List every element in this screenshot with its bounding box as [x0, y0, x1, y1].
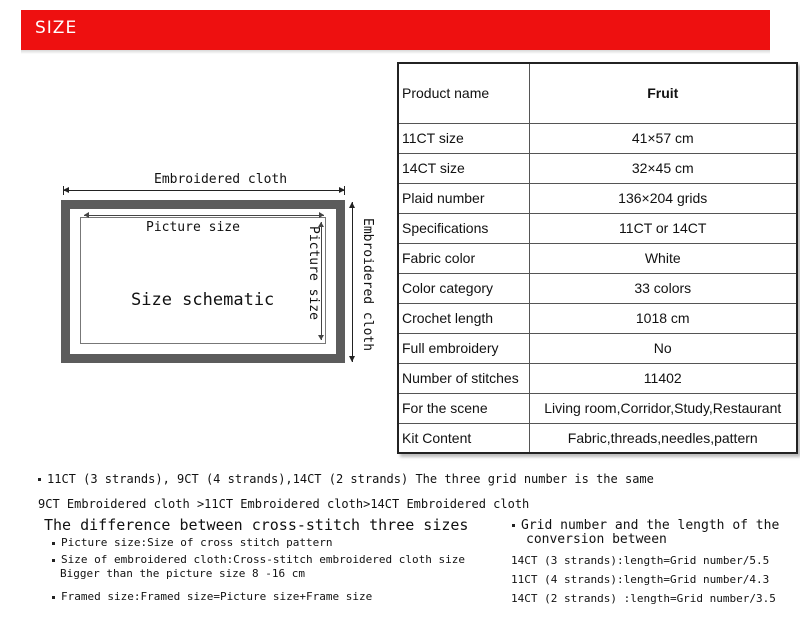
table-row — [398, 363, 797, 393]
spec-key: 11CT size — [398, 123, 529, 153]
banner-shadow — [21, 50, 770, 54]
size-banner — [21, 10, 770, 50]
embroidered-size-note — [52, 553, 465, 566]
spec-value: 41×57 cm — [529, 123, 797, 153]
picture-size-vertical-label: Picture size — [306, 226, 321, 320]
spec-key: For the scene — [398, 393, 529, 423]
spec-value: 1018 cm — [529, 303, 797, 333]
spec-key: Plaid number — [398, 183, 529, 213]
bullet-icon — [512, 524, 515, 527]
spec-key: Kit Content — [398, 423, 529, 453]
picture-width-arrow — [84, 215, 324, 216]
table-row — [398, 183, 797, 213]
embroidered-size-def-2: Bigger than the picture size 8 -16 cm — [60, 567, 306, 580]
table-row — [398, 153, 797, 183]
spec-key: Specifications — [398, 213, 529, 243]
table-row — [398, 393, 797, 423]
spec-key: Color category — [398, 273, 529, 303]
bullet-icon — [52, 559, 55, 562]
embroidered-size-def-1: Size of embroidered cloth:Cross-stitch embroidered cloth size — [61, 553, 465, 566]
table-row — [398, 273, 797, 303]
spec-value: White — [529, 243, 797, 273]
picture-size-note — [52, 536, 333, 549]
spec-value: Fruit — [529, 63, 797, 123]
framed-size-def: Framed size:Framed size=Picture size+Frame size — [61, 590, 373, 603]
spec-key: 14CT size — [398, 153, 529, 183]
formula-11ct-4: 11CT (4 strands):length=Grid number/4.3 — [511, 573, 770, 586]
bullet-icon — [52, 596, 55, 599]
table-row — [398, 63, 797, 123]
embroidered-cloth-vertical-label: Embroidered cloth — [360, 218, 375, 352]
spec-value: No — [529, 333, 797, 363]
embroidered-width-arrow — [63, 190, 345, 191]
framed-size-note — [52, 590, 372, 603]
picture-size-label: Picture size — [146, 220, 240, 235]
spec-key: Number of stitches — [398, 363, 529, 393]
comparison-note: 9CT Embroidered cloth >11CT Embroidered cloth>14CT Embroidered cloth — [38, 497, 530, 511]
embroidered-cloth-label: Embroidered cloth — [154, 172, 288, 187]
table-row — [398, 123, 797, 153]
spec-value: Fabric,threads,needles,pattern — [529, 423, 797, 453]
spec-value: Living room,Corridor,Study,Restaurant — [529, 393, 797, 423]
spec-key: Product name — [398, 63, 529, 123]
spec-key: Full embroidery — [398, 333, 529, 363]
spec-key: Fabric color — [398, 243, 529, 273]
table-row — [398, 423, 797, 453]
spec-value: 11CT or 14CT — [529, 213, 797, 243]
strands-line: 11CT (3 strands), 9CT (4 strands),14CT (2 strands) The three grid number is the same — [47, 472, 654, 486]
table-row — [398, 243, 797, 273]
strands-note — [38, 472, 654, 486]
picture-height-arrow — [321, 222, 322, 340]
formula-14ct-3: 14CT (3 strands):length=Grid number/5.5 — [511, 554, 770, 567]
picture-size-def: Picture size:Size of cross stitch pattern — [61, 536, 333, 549]
spec-key: Crochet length — [398, 303, 529, 333]
spec-table — [397, 62, 798, 454]
picture-area — [80, 217, 326, 344]
spec-value: 32×45 cm — [529, 153, 797, 183]
table-row — [398, 333, 797, 363]
spec-value: 33 colors — [529, 273, 797, 303]
bullet-icon — [38, 478, 41, 481]
difference-heading: The difference between cross-stitch three sizes — [44, 516, 469, 534]
size-schematic-label: Size schematic — [131, 290, 275, 310]
embroidered-height-arrow — [352, 202, 353, 362]
table-row — [398, 303, 797, 333]
grid-heading — [512, 518, 779, 533]
bullet-icon — [52, 542, 55, 545]
table-row — [398, 213, 797, 243]
spec-value: 11402 — [529, 363, 797, 393]
formula-14ct-2: 14CT (2 strands) :length=Grid number/3.5 — [511, 592, 776, 605]
spec-value: 136×204 grids — [529, 183, 797, 213]
grid-heading-2: conversion between — [526, 532, 667, 547]
grid-heading-1: Grid number and the length of the — [521, 518, 780, 533]
banner-title: SIZE — [35, 18, 78, 38]
